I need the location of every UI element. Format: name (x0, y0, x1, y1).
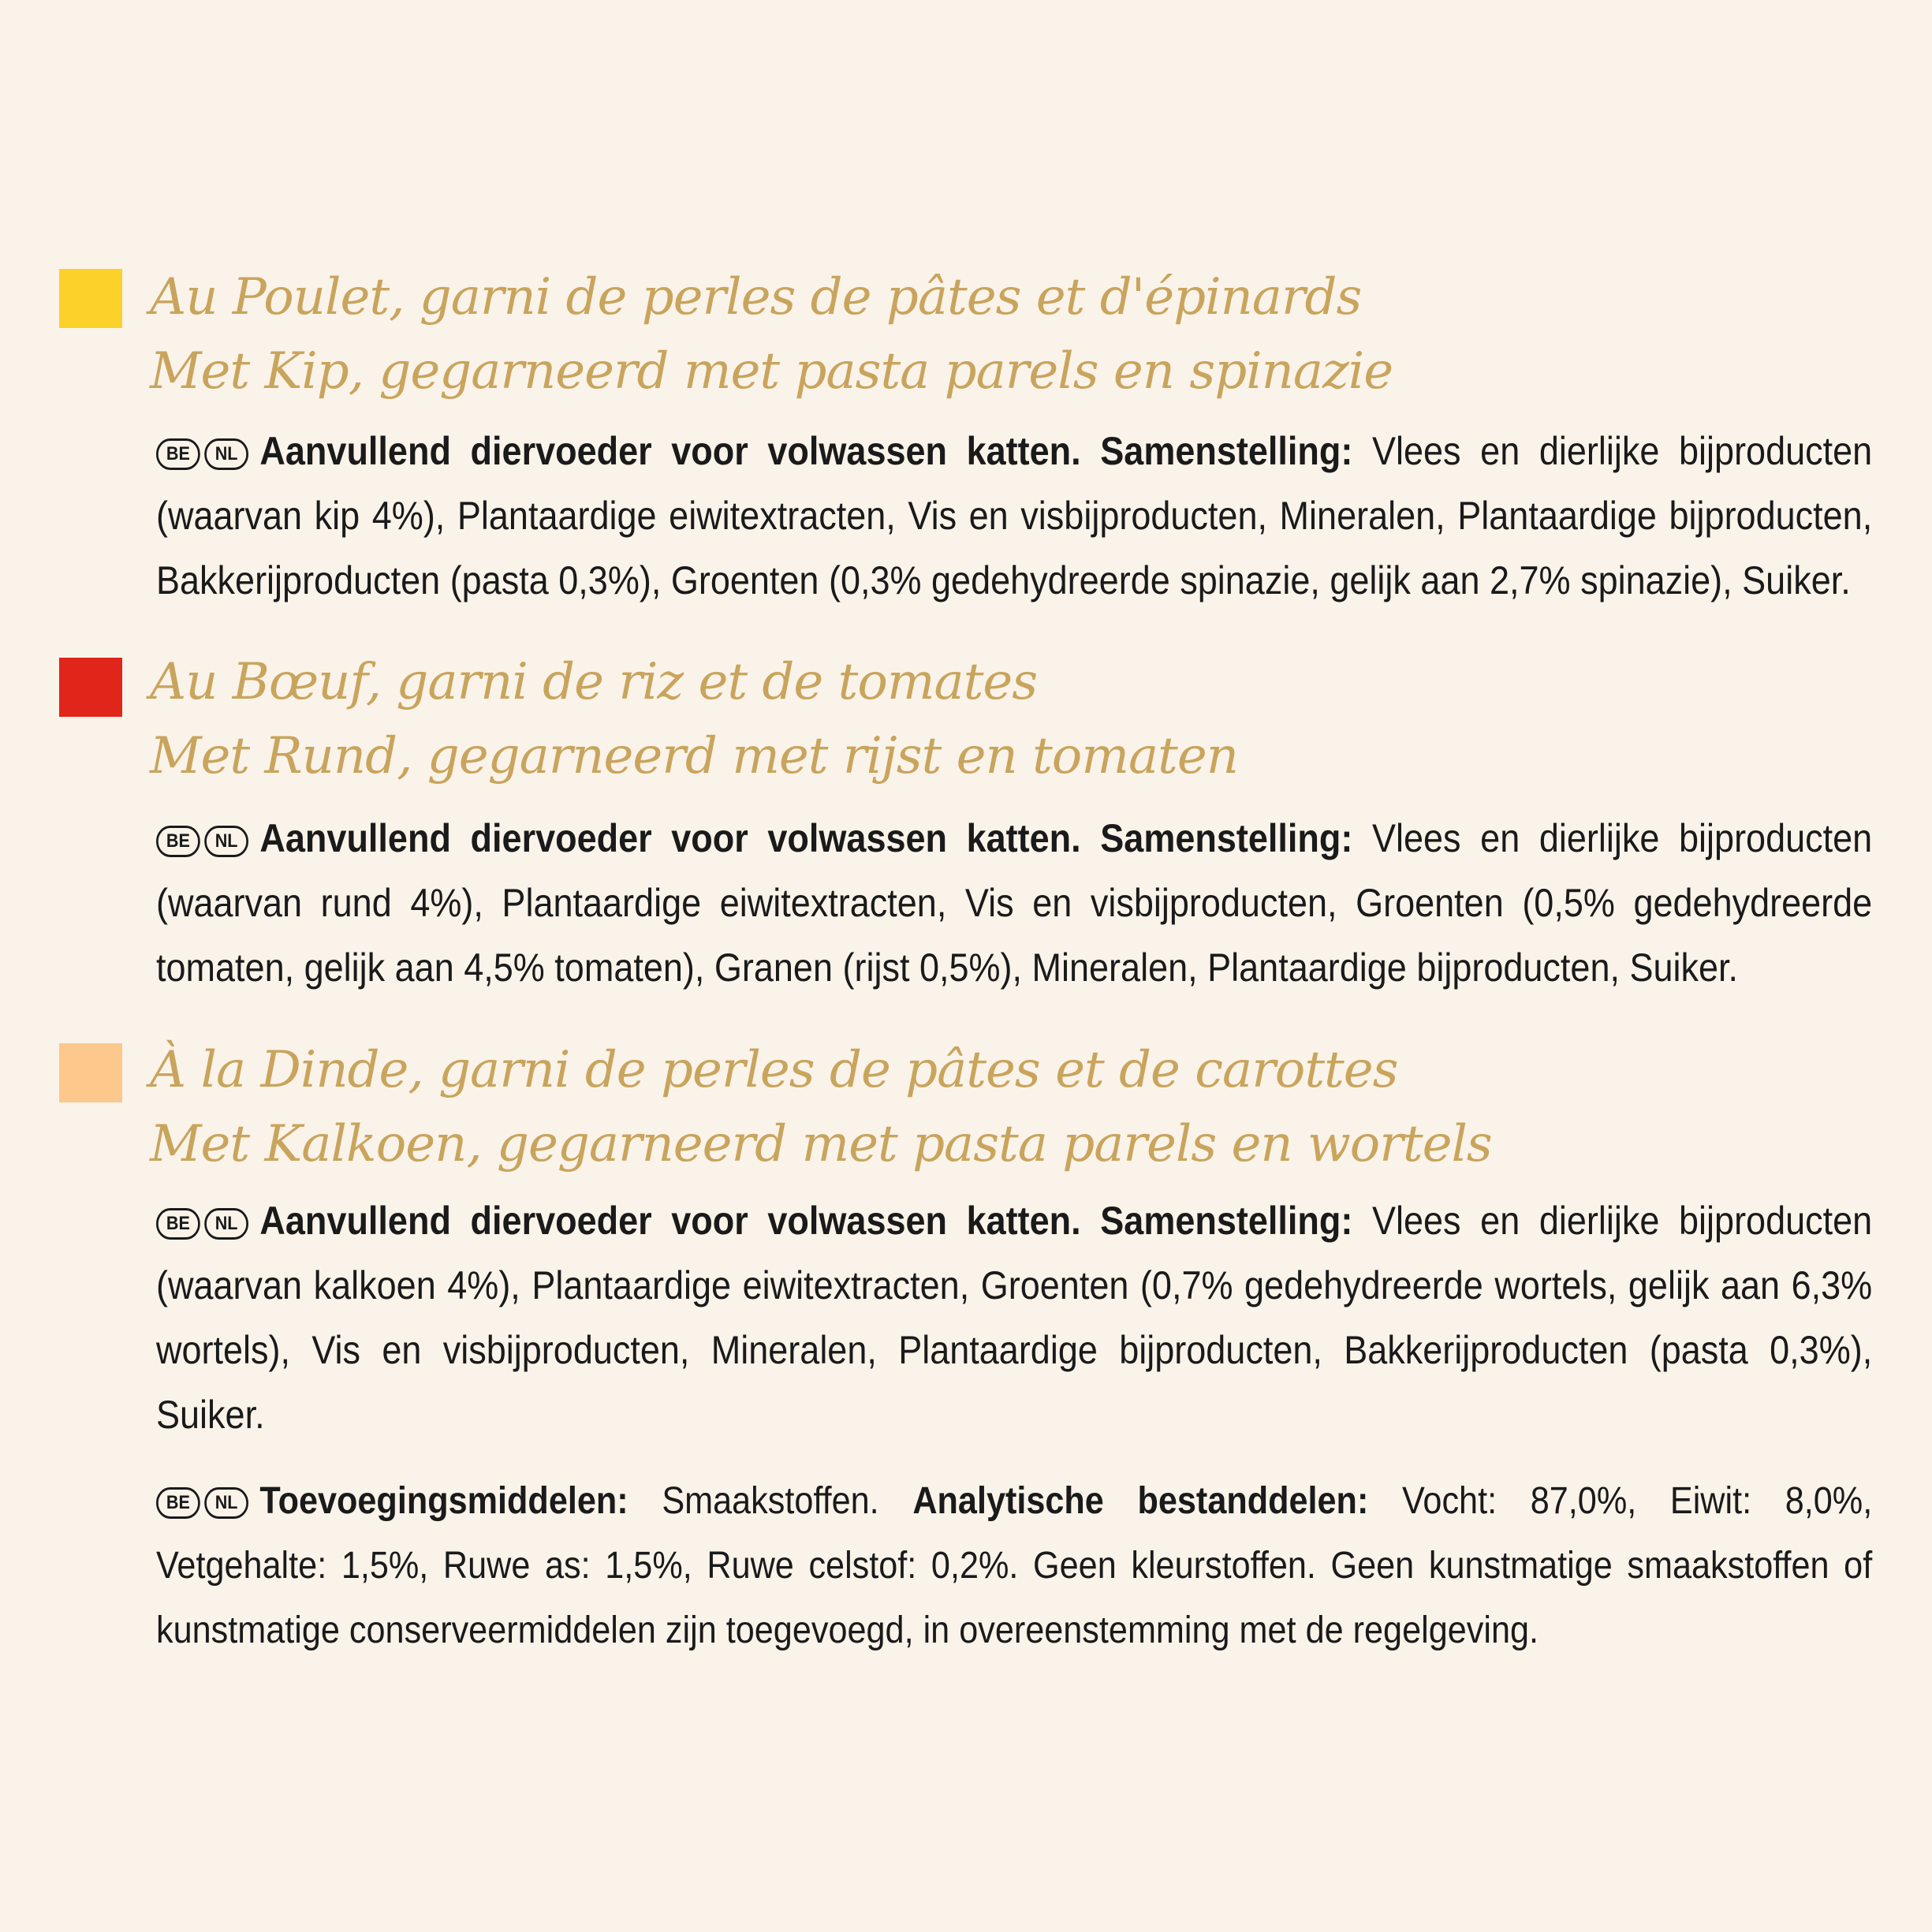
chicken-color-swatch (59, 269, 122, 328)
be-badge: BE (156, 438, 200, 470)
composition-text (156, 419, 1872, 613)
variety-title (150, 645, 1885, 793)
variety-title (150, 1033, 1885, 1181)
title-french: Au Poulet, garni de perles de pâtes et d'épinards (150, 268, 1362, 326)
composition-text (156, 806, 1872, 1000)
nl-badge: NL (204, 826, 248, 857)
title-dutch: Met Kip, gegarneerd met pasta parels en spinazie (150, 342, 1393, 401)
country-badges (156, 429, 252, 473)
country-badges (156, 1480, 252, 1522)
composition-value: Vlees en dierlijke bijproducten (waarvan kip 4%), Plantaardige eiwitextracten, Vis en visbijproducten, Mineralen, Plantaardige bijproducten, Bakkerijproducten (pasta 0,3%), Groenten (0,3% gedehydreerde spinazie, gelijk aan 2,7% spinazie), Suiker. (156, 429, 1873, 602)
additives-label: Toevoegingsmiddelen: (259, 1480, 628, 1522)
title-french: À la Dinde, garni de perles de pâtes et de carottes (150, 1041, 1398, 1099)
nl-badge: NL (204, 1487, 248, 1519)
variety-title (150, 260, 1885, 408)
composition-text (156, 1188, 1872, 1447)
additives-value: Smaakstoffen. (662, 1480, 879, 1522)
be-badge: BE (156, 1208, 200, 1240)
analytic-value: Vocht: 87,0%, Eiwit: 8,0%, Vetgehalte: 1,5%, Ruwe as: 1,5%, Ruwe celstof: 0,2%. Geen kleurstoffen. Geen kunstmatige smaakstoffen of kunstmatige conserveermiddelen zijn toegevoegd, in overeenstemming met de regelgeving. (156, 1480, 1873, 1651)
title-dutch: Met Kalkoen, gegarneerd met pasta parels en wortels (150, 1115, 1492, 1173)
composition-value: Vlees en dierlijke bijproducten (waarvan kalkoen 4%), Plantaardige eiwitextracten, Groenten (0,7% gedehydreerde wortels, gelijk aan 6,3% wortels), Vis en visbijproducten, Mineralen, Plantaardige bijproducten, Bakkerijproducten (pasta 0,3%), Suiker. (156, 1199, 1873, 1437)
composition-label: Aanvullend diervoeder voor volwassen katten. Samenstelling: (259, 429, 1353, 473)
title-french: Au Bœuf, garni de riz et de tomates (150, 653, 1038, 711)
analytics-text (156, 1469, 1872, 1663)
be-badge: BE (156, 1487, 200, 1519)
turkey-color-swatch (59, 1043, 122, 1102)
beef-color-swatch (59, 658, 122, 717)
country-badges (156, 1199, 252, 1243)
composition-value: Vlees en dierlijke bijproducten (waarvan rund 4%), Plantaardige eiwitextracten, Vis en visbijproducten, Groenten (0,5% gedehydreerde tomaten, gelijk aan 4,5% tomaten), Granen (rijst 0,5%), Mineralen, Plantaardige bijproducten, Suiker. (156, 816, 1873, 990)
nl-badge: NL (204, 438, 248, 470)
composition-label: Aanvullend diervoeder voor volwassen katten. Samenstelling: (259, 816, 1353, 860)
be-badge: BE (156, 826, 200, 857)
title-dutch: Met Rund, gegarneerd met rijst en tomaten (150, 727, 1238, 785)
country-badges (156, 816, 252, 860)
nl-badge: NL (204, 1208, 248, 1240)
composition-label: Aanvullend diervoeder voor volwassen katten. Samenstelling: (259, 1199, 1353, 1243)
analytic-label: Analytische bestanddelen: (912, 1480, 1369, 1522)
